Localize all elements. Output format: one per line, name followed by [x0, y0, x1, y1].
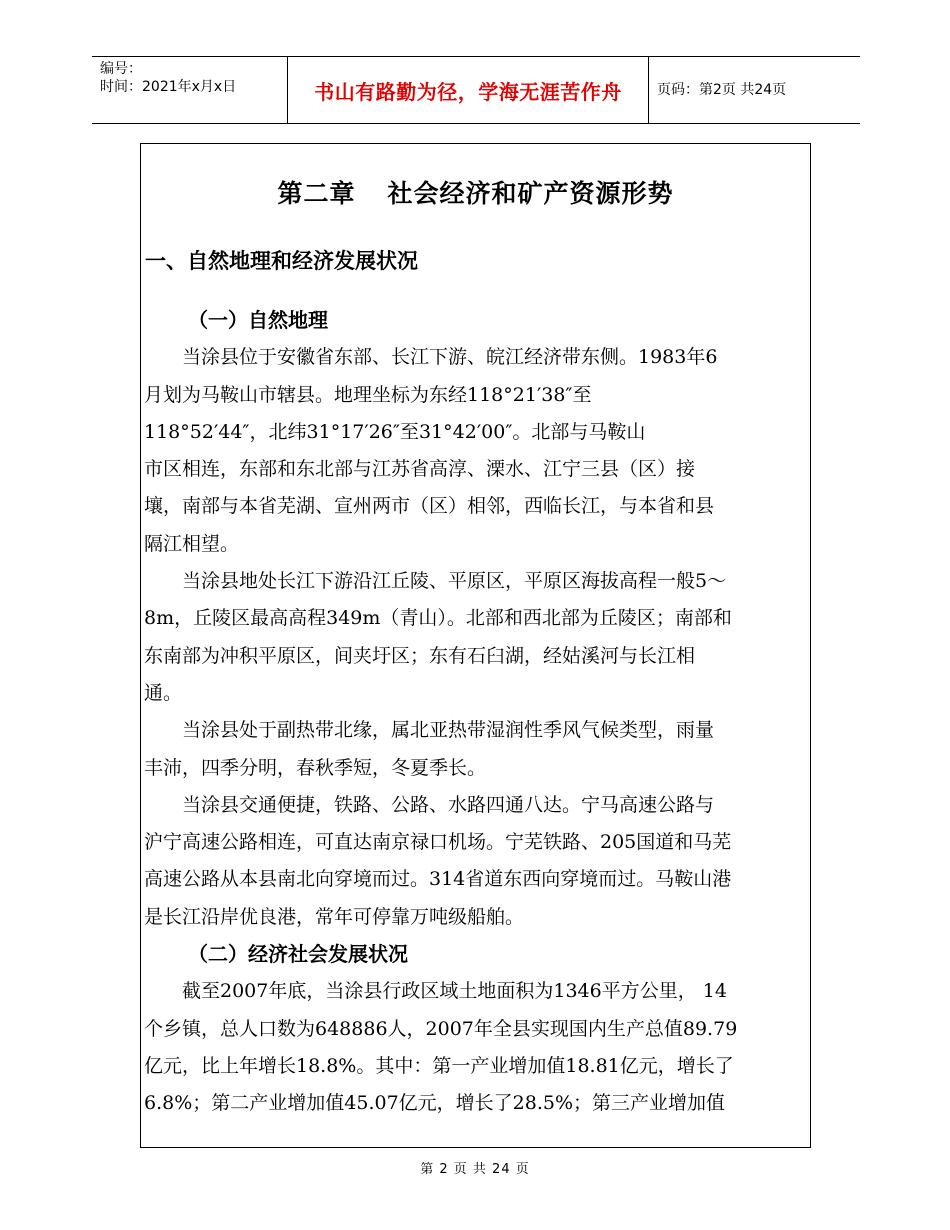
- chapter-title: [141, 174, 810, 210]
- text-line: 8m，丘陵区最高高程349m（青山）。北部和西北部为丘陵区；南部和: [144, 607, 732, 630]
- paragraph-transport: [144, 787, 806, 936]
- text-line: 当涂县位于安徽省东部、长江下游、皖江经济带东侧。1983年6: [144, 346, 718, 369]
- paragraph-location: [144, 339, 806, 563]
- text-line: 东南部为冲积平原区，间夹圩区；东有石臼湖，经姑溪河与长江相: [144, 644, 696, 667]
- paragraph-economy: [144, 973, 806, 1122]
- document-body: [144, 302, 806, 1123]
- text-line: 沪宁高速公路相连，可直达南京禄口机场。宁芜铁路、205国道和马芜: [144, 831, 732, 854]
- text-line: 当涂县地处长江下游沿江丘陵、平原区，平原区海拔高程一般5～: [144, 570, 727, 593]
- text-line: 个乡镇，总人口数为648886人，2007年全县实现国内生产总值89.79: [144, 1017, 738, 1040]
- motto-text: 书山有路勤为径，学海无涯苦作舟: [314, 79, 622, 104]
- page-footer: 第 2 页 共 24 页: [420, 1162, 530, 1177]
- paragraph-climate: [144, 712, 806, 787]
- section-heading: 一、自然地理和经济发展状况: [145, 249, 418, 273]
- text-line: 118°52′44″，北纬31°17′26″至31°42′00″。北部与马鞍山: [144, 420, 646, 443]
- text-line: 隔江相望。: [144, 532, 240, 555]
- page-header: [92, 56, 860, 124]
- paragraph-terrain: [144, 563, 806, 712]
- text-line: 通。: [144, 681, 183, 704]
- document-number-label: 编号：: [100, 61, 142, 77]
- page-number-label: 页码：第2页 共24页: [657, 81, 787, 98]
- subsection-heading-geography: （一）自然地理: [188, 308, 328, 332]
- header-meta-cell: [92, 57, 288, 123]
- text-line: 丰沛，四季分明，春秋季短，冬夏季长。: [144, 756, 487, 779]
- header-motto-cell: [288, 57, 649, 123]
- header-page-cell: [649, 57, 860, 123]
- text-line: 壤，南部与本省芜湖、宣州两市（区）相邻，西临长江，与本省和县: [144, 495, 715, 518]
- text-line: 当涂县处于副热带北缘，属北亚热带湿润性季风气候类型，雨量: [144, 719, 715, 742]
- chapter-name: 社会经济和矿产资源形势: [387, 179, 674, 208]
- text-line: 6.8%；第二产业增加值45.07亿元，增长了28.5%；第三产业增加值: [144, 1092, 726, 1115]
- text-line: 截至2007年底，当涂县行政区域土地面积为1346平方公里， 14: [144, 980, 727, 1003]
- text-line: 高速公路从本县南北向穿境而过。314省道东西向穿境而过。马鞍山港: [144, 868, 732, 891]
- document-time-label: 时间：2021年x月x日: [100, 79, 237, 95]
- subsection-heading-economy: （二）经济社会发展状况: [188, 942, 408, 967]
- content-frame: [140, 143, 811, 1148]
- text-line: 月划为马鞍山市辖县。地理坐标为东经118°21′38″至: [144, 383, 592, 406]
- text-line: 是长江沿岸优良港，常年可停靠万吨级船舶。: [144, 905, 525, 928]
- text-line: 市区相连，东部和东北部与江苏省高淳、溧水、江宁三县（区）接: [144, 458, 696, 481]
- text-line: 亿元，比上年增长18.8%。其中：第一产业增加值18.81亿元，增长了: [144, 1054, 734, 1077]
- text-line: 当涂县交通便捷，铁路、公路、水路四通八达。宁马高速公路与: [144, 793, 715, 816]
- chapter-number: 第二章: [277, 179, 356, 208]
